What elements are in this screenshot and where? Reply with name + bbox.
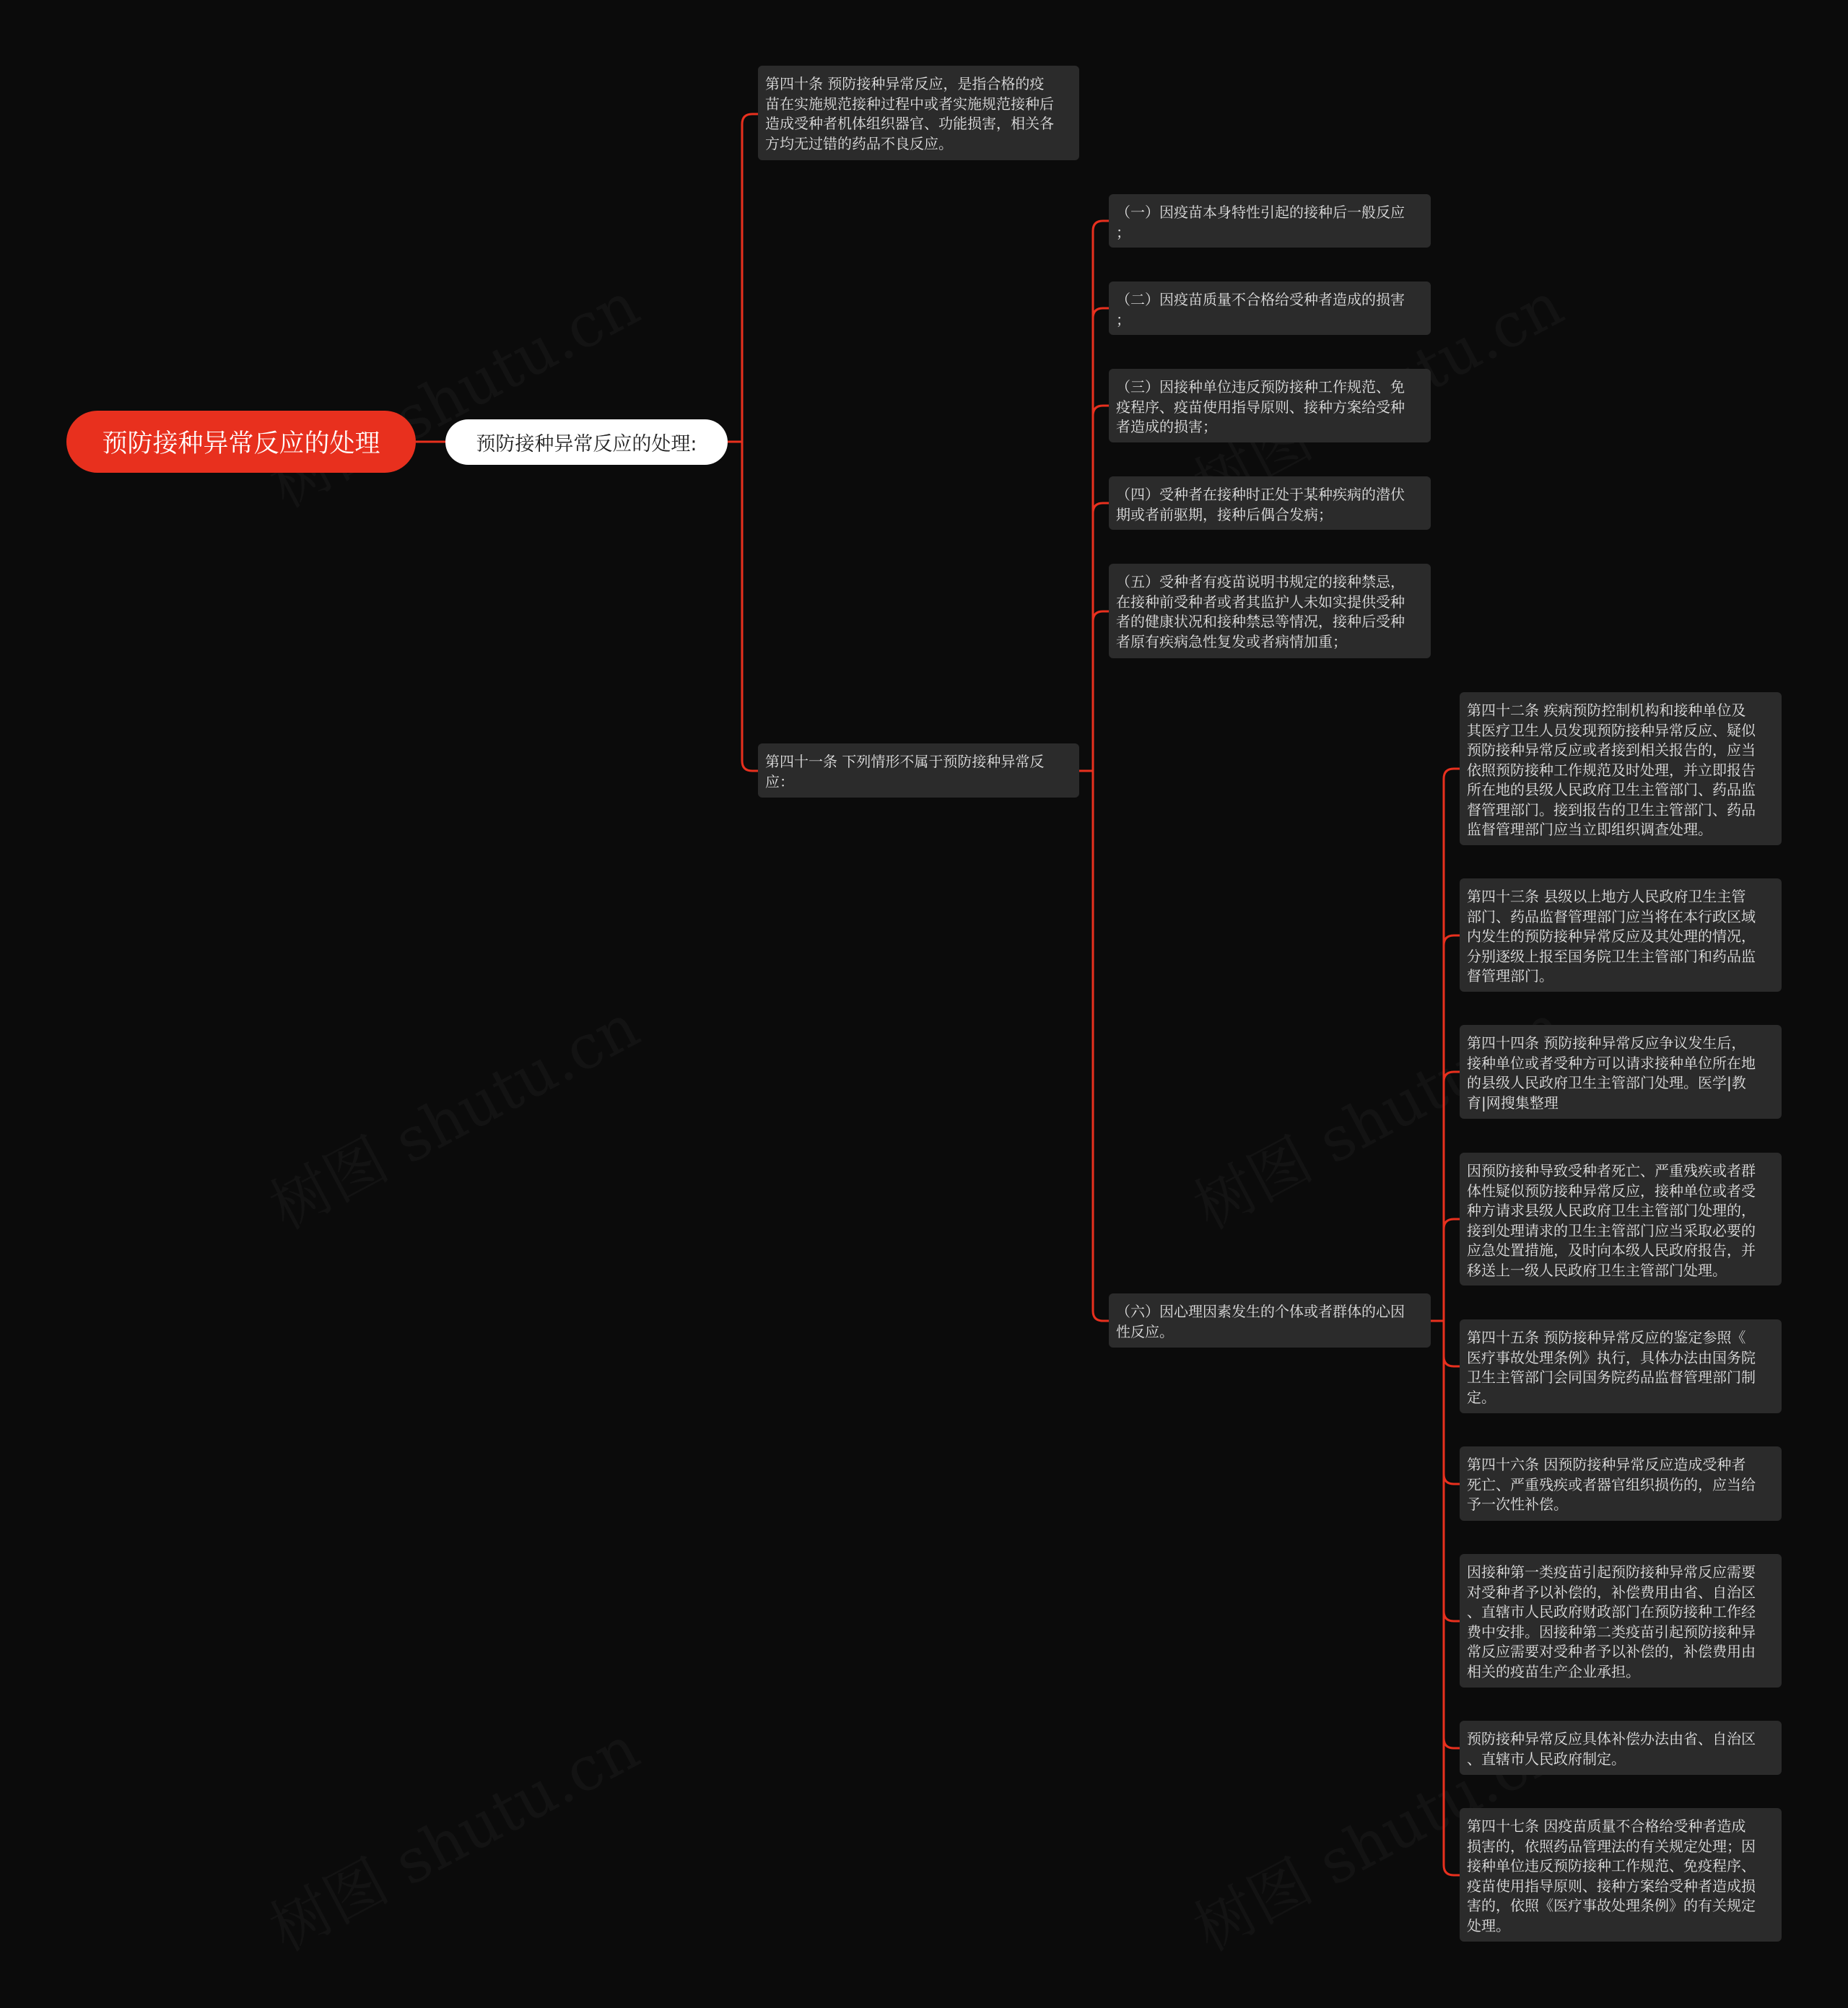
detail-node[interactable]: 第四十二条 疾病预防控制机构和接种单位及 其医疗卫生人员发现预防接种异常反应、疑似 预防接种异常反应或者接到相关报告的，应当 依照预防接种工作规范及时处理，并立即报告 所在地的县级人民政府卫生主管部门、药品监 督管理部门。接到报告的卫生主管部门、药品 监督管理部门应当立即组织调查处理。 <box>1460 692 1782 845</box>
connector-line <box>1093 221 1109 771</box>
detail-node[interactable]: 第四十三条 县级以上地方人民政府卫生主管 部门、药品监督管理部门应当将在本行政区域 内发生的预防接种异常反应及其处理的情况， 分别逐级上报至国务院卫生主管部门和药品监 督管理部门。 <box>1460 878 1782 992</box>
connector-line <box>1093 308 1109 771</box>
case-node[interactable]: （二）因疫苗质量不合格给受种者造成的损害 ； <box>1109 281 1431 335</box>
case-node[interactable]: （四）受种者在接种时正处于某种疾病的潜伏 期或者前驱期，接种后偶合发病； <box>1109 476 1431 530</box>
detail-node[interactable]: 因预防接种导致受种者死亡、严重残疾或者群 体性疑似预防接种异常反应，接种单位或者受 种方请求县级人民政府卫生主管部门处理的， 接到处理请求的卫生主管部门应当采取必要的 应急处置措施，及时向本级人民政府报告，并 移送上一级人民政府卫生主管部门处理。 <box>1460 1153 1782 1285</box>
connector-line <box>1444 1321 1460 1366</box>
case-node[interactable]: （三）因接种单位违反预防接种工作规范、免 疫程序、疫苗使用指导原则、接种方案给受种 者造成的损害； <box>1109 369 1431 442</box>
article-41-node[interactable]: 第四十一条 下列情形不属于预防接种异常反 应： <box>758 743 1079 798</box>
detail-node[interactable]: 第四十五条 预防接种异常反应的鉴定参照《 医疗事故处理条例》执行，具体办法由国务院 卫生主管部门会同国务院药品监督管理部门制 定。 <box>1460 1319 1782 1413</box>
connector-line <box>1444 1321 1460 1875</box>
connector-line <box>1444 1321 1460 1484</box>
detail-node[interactable]: 第四十七条 因疫苗质量不合格给受种者造成 损害的，依照药品管理法的有关规定处理；因 接种单位违反预防接种工作规范、免疫程序、 疫苗使用指导原则、接种方案给受种者造成损 害的，依照《医疗事故处理条例》的有关规定 处理。 <box>1460 1808 1782 1942</box>
detail-node[interactable]: 因接种第一类疫苗引起预防接种异常反应需要 对受种者予以补偿的，补偿费用由省、自治区 、直辖市人民政府财政部门在预防接种工作经 费中安排。因接种第二类疫苗引起预防接种异 常反应需要对受种者予以补偿的，补偿费用由 相关的疫苗生产企业承担。 <box>1460 1554 1782 1688</box>
branch-topic[interactable]: 预防接种异常反应的处理: <box>445 419 728 465</box>
case-node[interactable]: （五）受种者有疫苗说明书规定的接种禁忌， 在接种前受种者或者其监护人未如实提供受种 者的健康状况和接种禁忌等情况，接种后受种 者原有疾病急性复发或者病情加重； <box>1109 564 1431 658</box>
connector-line <box>1093 406 1109 771</box>
connector-line <box>1444 1321 1460 1748</box>
detail-node[interactable]: 预防接种异常反应具体补偿办法由省、自治区 、直辖市人民政府制定。 <box>1460 1721 1782 1775</box>
connector-line <box>742 114 758 442</box>
connector-line <box>1444 1219 1460 1321</box>
article-40-node[interactable]: 第四十条 预防接种异常反应，是指合格的疫 苗在实施规范接种过程中或者实施规范接种后 造成受种者机体组织器官、功能损害，相关各 方均无过错的药品不良反应。 <box>758 66 1079 160</box>
connector-line <box>742 442 758 771</box>
detail-node[interactable]: 第四十六条 因预防接种异常反应造成受种者 死亡、严重残疾或者器官组织损伤的，应当给 予一次性补偿。 <box>1460 1446 1782 1521</box>
case-node[interactable]: （一）因疫苗本身特性引起的接种后一般反应 ； <box>1109 194 1431 248</box>
case-node[interactable]: （六）因心理因素发生的个体或者群体的心因 性反应。 <box>1109 1293 1431 1348</box>
connector-line <box>1444 935 1460 1321</box>
connector-line <box>1444 769 1460 1321</box>
connector-line <box>1444 1072 1460 1321</box>
root-topic[interactable]: 预防接种异常反应的处理 <box>66 411 416 473</box>
detail-node[interactable]: 第四十四条 预防接种异常反应争议发生后， 接种单位或者受种方可以请求接种单位所在地 的县级人民政府卫生主管部门处理。医学|教 育|网搜集整理 <box>1460 1025 1782 1119</box>
connector-line <box>1093 503 1109 771</box>
connector-line <box>1093 771 1109 1321</box>
connector-line <box>1093 611 1109 771</box>
